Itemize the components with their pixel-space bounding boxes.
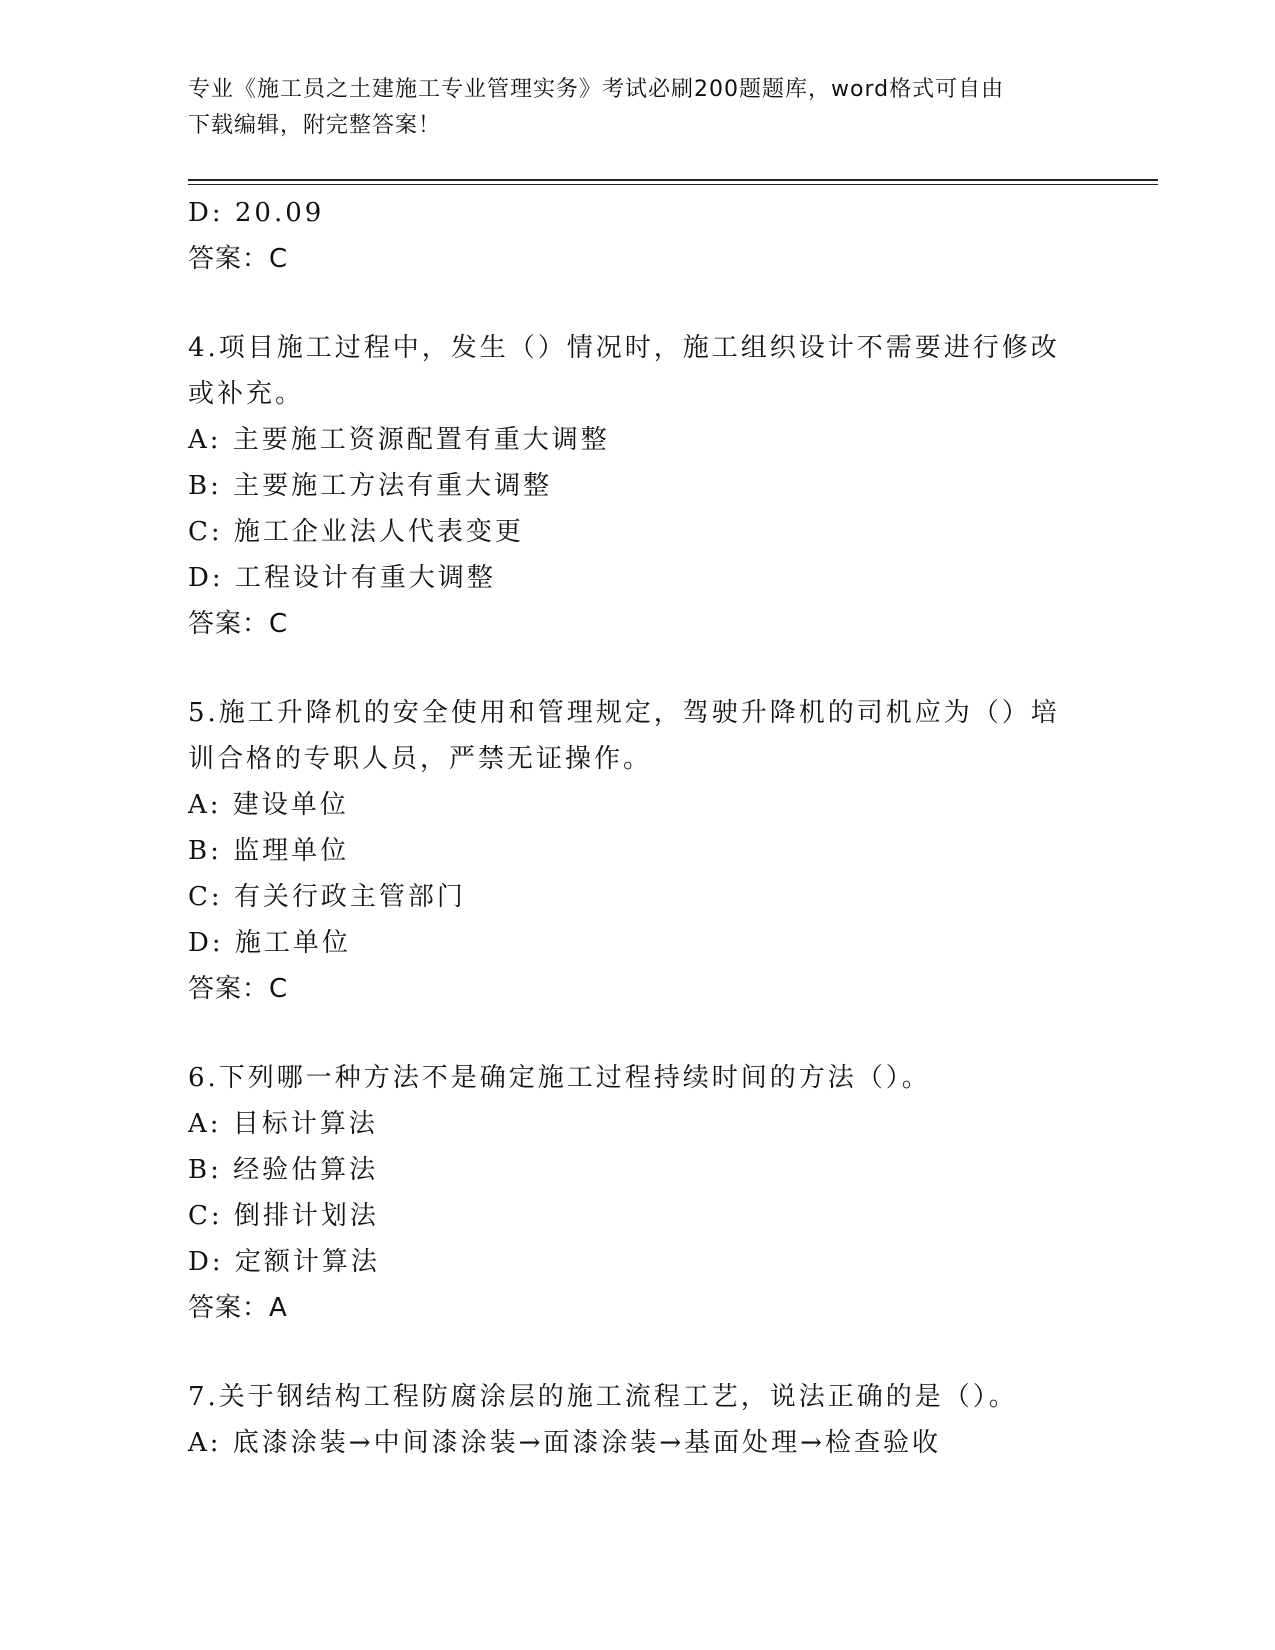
option-a: A: 目标计算法 — [188, 1109, 378, 1139]
question-stem: 7.关于钢结构工程防腐涂层的施工流程工艺，说法正确的是（）。 — [188, 1382, 1018, 1412]
page-header — [188, 72, 1068, 144]
option-c: C: 施工企业法人代表变更 — [188, 517, 524, 547]
question-4 — [188, 325, 1068, 647]
question-stem: 6.下列哪一种方法不是确定施工过程持续时间的方法（）。 — [188, 1063, 931, 1093]
option-d: D: 20.09 — [188, 198, 325, 228]
question-6 — [188, 1055, 1068, 1331]
question-list — [188, 190, 1068, 1466]
question-stem: 训合格的专职人员，严禁无证操作。 — [188, 744, 653, 774]
option-d: D: 施工单位 — [188, 928, 351, 958]
answer-line: 答案：C — [188, 974, 289, 1004]
header-rule-thick — [188, 179, 1158, 181]
option-b: B: 监理单位 — [188, 836, 350, 866]
spacer — [188, 1012, 1068, 1055]
option-b: B: 经验估算法 — [188, 1155, 379, 1185]
header-line-2: 下载编辑，附完整答案！ — [188, 113, 442, 138]
option-a: A: 主要施工资源配置有重大调整 — [188, 425, 610, 455]
option-d: D: 工程设计有重大调整 — [188, 563, 496, 593]
option-a: A: 建设单位 — [188, 790, 349, 820]
spacer — [188, 1331, 1068, 1374]
spacer — [188, 647, 1068, 690]
header-rule-thin — [188, 184, 1158, 185]
question-5 — [188, 690, 1068, 1012]
option-b: B: 主要施工方法有重大调整 — [188, 471, 553, 501]
question-stem: 或补充。 — [188, 379, 305, 409]
option-c: C: 倒排计划法 — [188, 1201, 379, 1231]
question-stem: 5.施工升降机的安全使用和管理规定，驾驶升降机的司机应为（）培 — [188, 698, 1060, 728]
option-a: A: 底漆涂装→中间漆涂装→面漆涂装→基面处理→检查验收 — [188, 1428, 941, 1458]
answer-line: 答案：C — [188, 609, 289, 639]
answer-line: 答案：A — [188, 1293, 288, 1323]
spacer — [188, 282, 1068, 325]
header-line-1: 专业《施工员之土建施工专业管理实务》考试必刷200题题库，word格式可自由 — [188, 77, 1005, 102]
option-d: D: 定额计算法 — [188, 1247, 380, 1277]
question-7 — [188, 1374, 1068, 1466]
option-c: C: 有关行政主管部门 — [188, 882, 466, 912]
answer-line: 答案：C — [188, 244, 289, 274]
question-stem: 4.项目施工过程中，发生（）情况时，施工组织设计不需要进行修改 — [188, 333, 1060, 363]
